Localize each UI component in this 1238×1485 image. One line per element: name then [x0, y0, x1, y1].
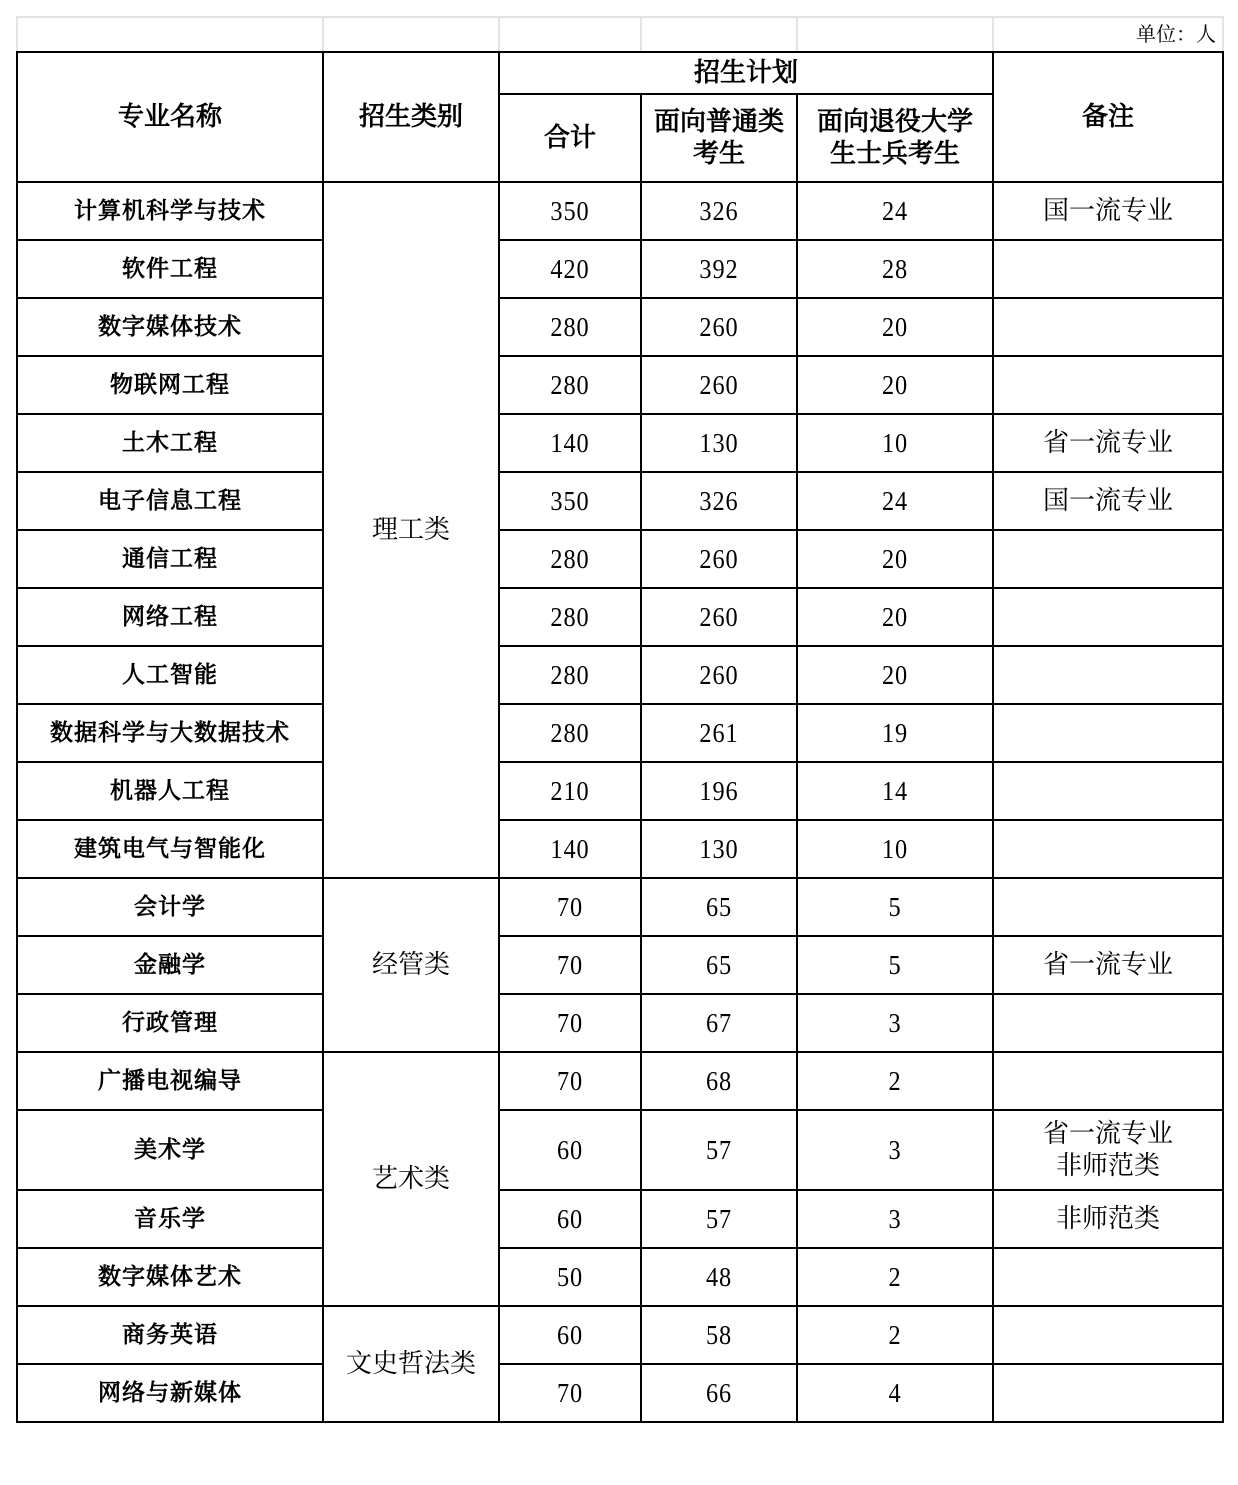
- enrollment-plan-table: [16, 16, 1224, 1423]
- unit-label: 单位：人: [993, 17, 1223, 52]
- major-name-cell: 软件工程: [17, 240, 323, 298]
- major-name-cell: 物联网工程: [17, 356, 323, 414]
- regular-cell: 65: [649, 878, 789, 936]
- table-row: [17, 1190, 1223, 1248]
- veteran-cell: 3: [807, 1190, 983, 1248]
- veteran-cell: 20: [807, 588, 983, 646]
- major-name-cell: 广播电视编导: [17, 1052, 323, 1110]
- header-category: 招生类别: [323, 52, 499, 182]
- total-cell: 60: [506, 1190, 634, 1248]
- regular-cell: 392: [649, 240, 789, 298]
- veteran-cell: 10: [807, 414, 983, 472]
- note-cell: [993, 1052, 1223, 1110]
- note-cell: [993, 704, 1223, 762]
- major-name-cell: 机器人工程: [17, 762, 323, 820]
- header-note: 备注: [993, 52, 1223, 182]
- regular-cell: 260: [649, 646, 789, 704]
- regular-cell: 65: [649, 936, 789, 994]
- regular-cell: 58: [649, 1306, 789, 1364]
- note-cell: [993, 240, 1223, 298]
- table-row: [17, 1248, 1223, 1306]
- veteran-cell: 5: [807, 878, 983, 936]
- major-name-cell: 数字媒体技术: [17, 298, 323, 356]
- table-row: [17, 994, 1223, 1052]
- note-cell: [993, 356, 1223, 414]
- major-name-cell: 人工智能: [17, 646, 323, 704]
- category-cell: 艺术类: [323, 1052, 499, 1306]
- regular-cell: 130: [649, 820, 789, 878]
- total-cell: 60: [506, 1306, 634, 1364]
- table-row: [17, 182, 1223, 240]
- total-cell: 280: [506, 588, 634, 646]
- note-cell: [993, 820, 1223, 878]
- note-cell: [993, 298, 1223, 356]
- total-cell: 70: [506, 878, 634, 936]
- category-cell: 经管类: [323, 878, 499, 1052]
- veteran-cell: 5: [807, 936, 983, 994]
- header-total: 合计: [499, 94, 641, 182]
- total-cell: 420: [506, 240, 634, 298]
- note-cell: 国一流专业: [993, 472, 1223, 530]
- regular-cell: 260: [649, 356, 789, 414]
- major-name-cell: 金融学: [17, 936, 323, 994]
- table-row: [17, 356, 1223, 414]
- table-row: [17, 472, 1223, 530]
- regular-cell: 196: [649, 762, 789, 820]
- major-name-cell: 美术学: [17, 1110, 323, 1190]
- note-cell: [993, 588, 1223, 646]
- note-cell: [993, 530, 1223, 588]
- note-cell: 省一流专业: [993, 936, 1223, 994]
- category-cell: 理工类: [323, 182, 499, 878]
- major-name-cell: 行政管理: [17, 994, 323, 1052]
- table-row: [17, 1052, 1223, 1110]
- major-name-cell: 网络工程: [17, 588, 323, 646]
- table-row: [17, 1110, 1223, 1190]
- total-cell: 280: [506, 298, 634, 356]
- header-plan: 招生计划: [499, 52, 993, 94]
- header-row-1: [17, 52, 1223, 94]
- major-name-cell: 音乐学: [17, 1190, 323, 1248]
- total-cell: 70: [506, 1052, 634, 1110]
- veteran-cell: 14: [807, 762, 983, 820]
- veteran-cell: 4: [807, 1364, 983, 1422]
- note-cell: [993, 1364, 1223, 1422]
- note-cell: [993, 646, 1223, 704]
- table-row: [17, 646, 1223, 704]
- table-row: [17, 820, 1223, 878]
- regular-cell: 57: [649, 1190, 789, 1248]
- veteran-cell: 20: [807, 530, 983, 588]
- table-row: [17, 936, 1223, 994]
- major-name-cell: 数据科学与大数据技术: [17, 704, 323, 762]
- regular-cell: 260: [649, 530, 789, 588]
- note-cell: [993, 1306, 1223, 1364]
- regular-cell: 326: [649, 472, 789, 530]
- veteran-cell: 2: [807, 1306, 983, 1364]
- regular-cell: 48: [649, 1248, 789, 1306]
- veteran-cell: 19: [807, 704, 983, 762]
- veteran-cell: 20: [807, 646, 983, 704]
- note-cell: 省一流专业: [993, 414, 1223, 472]
- regular-cell: 261: [649, 704, 789, 762]
- veteran-cell: 10: [807, 820, 983, 878]
- total-cell: 280: [506, 356, 634, 414]
- table-row: [17, 1306, 1223, 1364]
- veteran-cell: 2: [807, 1052, 983, 1110]
- note-cell: 国一流专业: [993, 182, 1223, 240]
- veteran-cell: 28: [807, 240, 983, 298]
- note-cell: 省一流专业 非师范类: [993, 1110, 1223, 1190]
- note-cell: [993, 1248, 1223, 1306]
- veteran-cell: 24: [807, 472, 983, 530]
- regular-cell: 130: [649, 414, 789, 472]
- major-name-cell: 计算机科学与技术: [17, 182, 323, 240]
- header-regular: 面向普通类 考生: [641, 94, 797, 182]
- category-cell: 文史哲法类: [323, 1306, 499, 1422]
- total-cell: 280: [506, 704, 634, 762]
- total-cell: 350: [506, 182, 634, 240]
- note-cell: [993, 762, 1223, 820]
- veteran-cell: 2: [807, 1248, 983, 1306]
- note-cell: [993, 878, 1223, 936]
- table-row: [17, 1364, 1223, 1422]
- total-cell: 60: [506, 1110, 634, 1190]
- total-cell: 140: [506, 414, 634, 472]
- veteran-cell: 3: [807, 1110, 983, 1190]
- note-cell: [993, 994, 1223, 1052]
- table-row: [17, 762, 1223, 820]
- total-cell: 70: [506, 936, 634, 994]
- total-cell: 70: [506, 1364, 634, 1422]
- major-name-cell: 商务英语: [17, 1306, 323, 1364]
- veteran-cell: 3: [807, 994, 983, 1052]
- major-name-cell: 土木工程: [17, 414, 323, 472]
- veteran-cell: 20: [807, 356, 983, 414]
- table-row: [17, 588, 1223, 646]
- header-veteran: 面向退役大学 生士兵考生: [797, 94, 993, 182]
- major-name-cell: 会计学: [17, 878, 323, 936]
- table-row: [17, 414, 1223, 472]
- total-cell: 350: [506, 472, 634, 530]
- regular-cell: 68: [649, 1052, 789, 1110]
- header-major: 专业名称: [17, 52, 323, 182]
- regular-cell: 326: [649, 182, 789, 240]
- regular-cell: 260: [649, 588, 789, 646]
- major-name-cell: 数字媒体艺术: [17, 1248, 323, 1306]
- total-cell: 280: [506, 530, 634, 588]
- major-name-cell: 网络与新媒体: [17, 1364, 323, 1422]
- total-cell: 70: [506, 994, 634, 1052]
- veteran-cell: 20: [807, 298, 983, 356]
- table-row: [17, 530, 1223, 588]
- major-name-cell: 电子信息工程: [17, 472, 323, 530]
- regular-cell: 66: [649, 1364, 789, 1422]
- veteran-cell: 24: [807, 182, 983, 240]
- unit-row: [17, 17, 1223, 52]
- regular-cell: 67: [649, 994, 789, 1052]
- table-row: [17, 704, 1223, 762]
- table-row: [17, 240, 1223, 298]
- major-name-cell: 建筑电气与智能化: [17, 820, 323, 878]
- major-name-cell: 通信工程: [17, 530, 323, 588]
- table-row: [17, 298, 1223, 356]
- total-cell: 140: [506, 820, 634, 878]
- regular-cell: 57: [649, 1110, 789, 1190]
- table-row: [17, 878, 1223, 936]
- note-cell: 非师范类: [993, 1190, 1223, 1248]
- regular-cell: 260: [649, 298, 789, 356]
- total-cell: 50: [506, 1248, 634, 1306]
- total-cell: 210: [506, 762, 634, 820]
- total-cell: 280: [506, 646, 634, 704]
